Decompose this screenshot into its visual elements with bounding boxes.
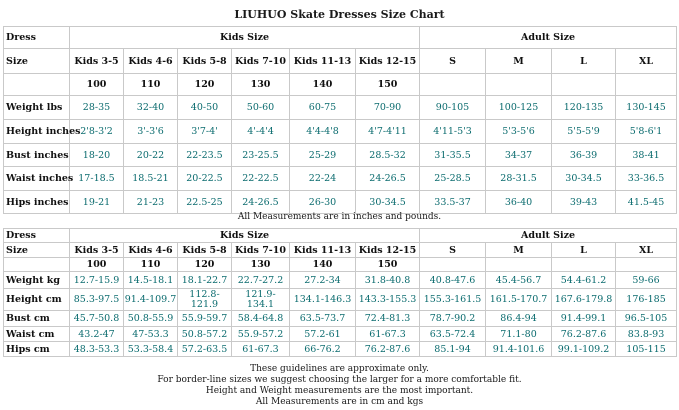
cell-value: 33-36.5 [616, 167, 677, 191]
cell-value: 31-35.5 [420, 144, 486, 167]
cell-value: 105-115 [616, 342, 677, 357]
cell-value: 22.5-25 [178, 191, 232, 214]
size-header: Kids 3-5 [70, 243, 124, 258]
cell-value: 90-105 [420, 96, 486, 120]
cell-value: 34-37 [486, 144, 552, 167]
cell-value: 54.4-61.2 [552, 272, 616, 289]
cell-value: 14.5-18.1 [124, 272, 178, 289]
cell-value: 91.4-109.7 [124, 289, 178, 311]
cell-value: 25-29 [290, 144, 356, 167]
cell-value: 176-185 [616, 289, 677, 311]
cell-value: 91.4-101.6 [486, 342, 552, 357]
cell-value: 47-53.3 [124, 327, 178, 342]
cell-value: 2'8-3'2 [70, 120, 124, 144]
cell-value: 85.3-97.5 [70, 289, 124, 311]
row-label: Waist cm [4, 327, 70, 342]
cell-value: 28-35 [70, 96, 124, 120]
row-label: Weight kg [4, 272, 70, 289]
cell-value: 76.2-87.6 [552, 327, 616, 342]
height-number: 140 [290, 74, 356, 96]
cell-value: 30-34.5 [356, 191, 420, 214]
cell-value: 20-22.5 [178, 167, 232, 191]
size-header: M [486, 49, 552, 74]
cell-value: 5'5-5'9 [552, 120, 616, 144]
size-header: S [420, 49, 486, 74]
cell-value: 4'11-5'3 [420, 120, 486, 144]
row-label: Bust cm [4, 311, 70, 327]
cell-value: 99.1-109.2 [552, 342, 616, 357]
size-header: XL [616, 49, 677, 74]
size-header: Kids 5-8 [178, 49, 232, 74]
size-header: Kids 4-6 [124, 243, 178, 258]
cell-value: 18-20 [70, 144, 124, 167]
cell-value: 40-50 [178, 96, 232, 120]
cell-value: 28.5-32 [356, 144, 420, 167]
cell-value: 22-22.5 [232, 167, 290, 191]
cell-value: 43.2-47 [70, 327, 124, 342]
cell-value: 55.9-57.2 [232, 327, 290, 342]
size-header: L [552, 49, 616, 74]
cell-value: 21-23 [124, 191, 178, 214]
height-number: 140 [290, 258, 356, 272]
cell-value: 36-40 [486, 191, 552, 214]
cell-value: 85.1-94 [420, 342, 486, 357]
cell-value: 23-25.5 [232, 144, 290, 167]
cell-value: 28-31.5 [486, 167, 552, 191]
cell-value: 40.8-47.6 [420, 272, 486, 289]
cell-value: 76.2-87.6 [356, 342, 420, 357]
cell-value: 167.6-179.8 [552, 289, 616, 311]
cell-value: 45.7-50.8 [70, 311, 124, 327]
cell-value: 121.9-134.1 [232, 289, 290, 311]
cell-value: 36-39 [552, 144, 616, 167]
chart-title: LIUHUO Skate Dresses Size Chart [234, 8, 445, 21]
table-row [4, 272, 677, 289]
cell-value: 24-26.5 [232, 191, 290, 214]
cell-value: 33.5-37 [420, 191, 486, 214]
size-header: Kids 12-15 [356, 243, 420, 258]
height-number: 130 [232, 74, 290, 96]
height-number: 120 [178, 258, 232, 272]
cell-value: 120-135 [552, 96, 616, 120]
cell-value: 58.4-64.8 [232, 311, 290, 327]
height-number: 150 [356, 258, 420, 272]
cell-value: 31.8-40.8 [356, 272, 420, 289]
height-number: 100 [70, 258, 124, 272]
height-number: 110 [124, 258, 178, 272]
cell-value: 27.2-34 [290, 272, 356, 289]
cell-value: 3'-3'6 [124, 120, 178, 144]
cell-value: 3'7-4' [178, 120, 232, 144]
cell-value: 155.3-161.5 [420, 289, 486, 311]
cell-value: 61-67.3 [356, 327, 420, 342]
height-number: 150 [356, 74, 420, 96]
cell-value: 134.1-146.3 [290, 289, 356, 311]
kids-size-header: Kids Size [70, 27, 420, 49]
adult-size-header: Adult Size [420, 229, 677, 243]
cell-value: 50.8-57.2 [178, 327, 232, 342]
row-label: Waist inches [4, 167, 70, 191]
cell-value: 59-66 [616, 272, 677, 289]
cell-value: 45.4-56.7 [486, 272, 552, 289]
size-header: Kids 5-8 [178, 243, 232, 258]
row-label: Weight lbs [4, 96, 70, 120]
cell-value: 86.4-94 [486, 311, 552, 327]
table-row [4, 342, 677, 357]
cell-value: 22.7-27.2 [232, 272, 290, 289]
size-header: Kids 7-10 [232, 49, 290, 74]
cell-value: 83.8-93 [616, 327, 677, 342]
cell-value: 70-90 [356, 96, 420, 120]
cell-value: 63.5-72.4 [420, 327, 486, 342]
cell-value: 25-28.5 [420, 167, 486, 191]
height-number: 120 [178, 74, 232, 96]
cell-value: 66-76.2 [290, 342, 356, 357]
cell-value: 38-41 [616, 144, 677, 167]
cell-value: 112.8-121.9 [178, 289, 232, 311]
cell-value: 41.5-45 [616, 191, 677, 214]
height-number: 100 [70, 74, 124, 96]
cell-value: 39-43 [552, 191, 616, 214]
kids-size-header: Kids Size [70, 229, 420, 243]
size-table-imperial [3, 26, 677, 214]
cell-value: 72.4-81.3 [356, 311, 420, 327]
size-header: Kids 11-13 [290, 243, 356, 258]
metric-units-note: All Measurements are in cm and kgs [255, 397, 424, 407]
size-header: Kids 4-6 [124, 49, 178, 74]
cell-value: 32-40 [124, 96, 178, 120]
table-row [4, 120, 677, 144]
size-row-label: Size [4, 243, 70, 258]
table-row [4, 327, 677, 342]
cell-value: 4'7-4'11 [356, 120, 420, 144]
size-header: Kids 12-15 [356, 49, 420, 74]
cell-value: 4'-4'4 [232, 120, 290, 144]
cell-value: 57.2-61 [290, 327, 356, 342]
table-row [4, 144, 677, 167]
cell-value: 48.3-53.3 [70, 342, 124, 357]
cell-value: 71.1-80 [486, 327, 552, 342]
cell-value: 78.7-90.2 [420, 311, 486, 327]
dress-header: Dress [4, 27, 70, 49]
size-header: L [552, 243, 616, 258]
cell-value: 12.7-15.9 [70, 272, 124, 289]
size-row-label: Size [4, 49, 70, 74]
cell-value: 30-34.5 [552, 167, 616, 191]
table-row [4, 96, 677, 120]
table-row [4, 191, 677, 214]
cell-value: 53.3-58.4 [124, 342, 178, 357]
cell-value: 26-30 [290, 191, 356, 214]
cell-value: 24-26.5 [356, 167, 420, 191]
height-number: 130 [232, 258, 290, 272]
adult-size-header: Adult Size [420, 27, 677, 49]
size-header: S [420, 243, 486, 258]
height-number: 110 [124, 74, 178, 96]
cell-value: 63.5-73.7 [290, 311, 356, 327]
cell-value: 22-24 [290, 167, 356, 191]
cell-value: 18.5-21 [124, 167, 178, 191]
cell-value: 19-21 [70, 191, 124, 214]
cell-value: 96.5-105 [616, 311, 677, 327]
cell-value: 55.9-59.7 [178, 311, 232, 327]
size-header: Kids 3-5 [70, 49, 124, 74]
size-header: M [486, 243, 552, 258]
cell-value: 17-18.5 [70, 167, 124, 191]
guideline-note: These guidelines are approximate only. [250, 364, 429, 374]
guideline-note: For border-line sizes we suggest choosing the larger for a more comfortable fit. [157, 375, 522, 385]
cell-value: 100-125 [486, 96, 552, 120]
table-row [4, 311, 677, 327]
cell-value: 130-145 [616, 96, 677, 120]
cell-value: 4'4-4'8 [290, 120, 356, 144]
cell-value: 57.2-63.5 [178, 342, 232, 357]
cell-value: 61-67.3 [232, 342, 290, 357]
cell-value: 20-22 [124, 144, 178, 167]
row-label: Hips inches [4, 191, 70, 214]
cell-value: 91.4-99.1 [552, 311, 616, 327]
row-label: Bust inches [4, 144, 70, 167]
cell-value: 50-60 [232, 96, 290, 120]
size-table-metric [3, 228, 677, 357]
cell-value: 161.5-170.7 [486, 289, 552, 311]
cell-value: 18.1-22.7 [178, 272, 232, 289]
size-header: Kids 7-10 [232, 243, 290, 258]
cell-value: 60-75 [290, 96, 356, 120]
cell-value: 50.8-55.9 [124, 311, 178, 327]
table-row [4, 289, 677, 311]
cell-value: 143.3-155.3 [356, 289, 420, 311]
table-row [4, 167, 677, 191]
dress-header: Dress [4, 229, 70, 243]
size-header: XL [616, 243, 677, 258]
row-label: Height inches [4, 120, 70, 144]
cell-value: 5'8-6'1 [616, 120, 677, 144]
size-header: Kids 11-13 [290, 49, 356, 74]
cell-value: 22-23.5 [178, 144, 232, 167]
row-label: Hips cm [4, 342, 70, 357]
guideline-note: Height and Weight measurements are the most important. [205, 386, 474, 396]
cell-value: 5'3-5'6 [486, 120, 552, 144]
row-label: Height cm [4, 289, 70, 311]
imperial-units-note: All Measurements are in inches and pounds. [237, 212, 442, 222]
